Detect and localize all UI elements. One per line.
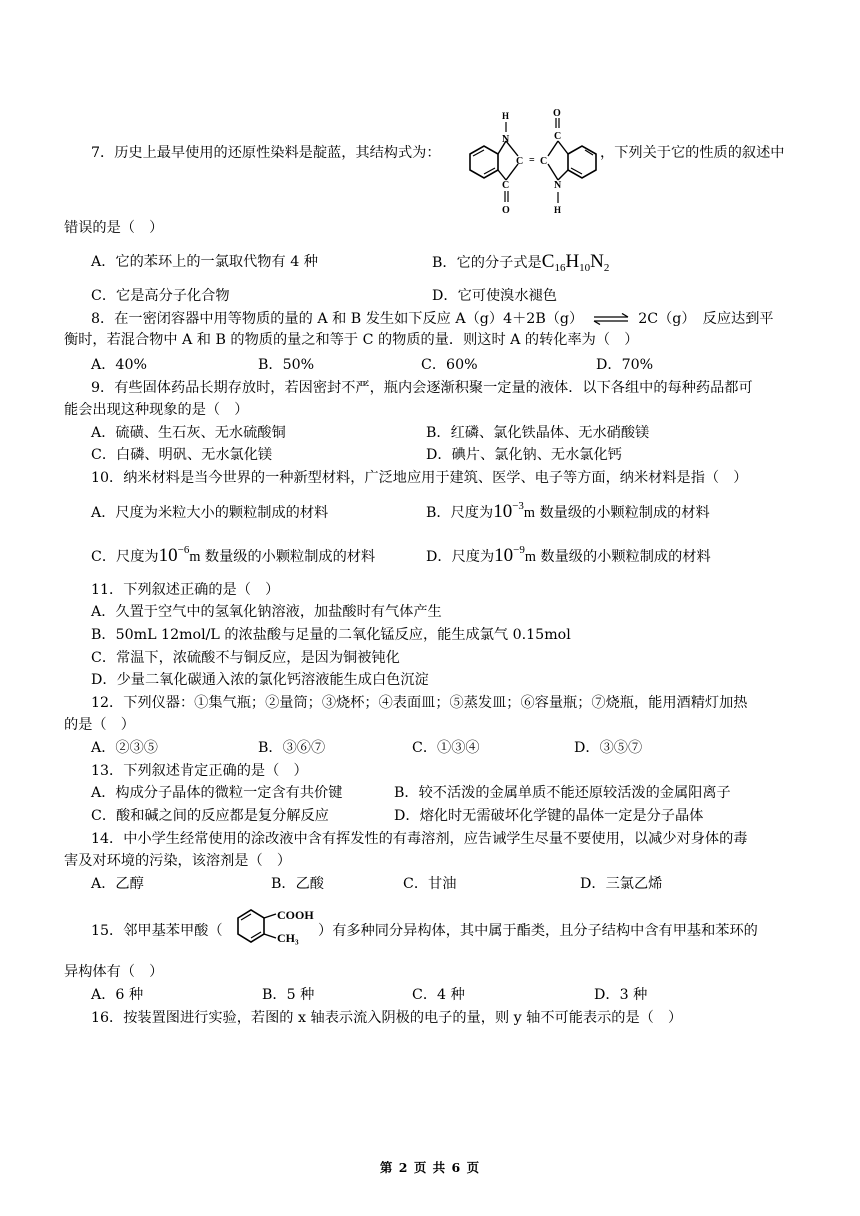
q15-option-c: C．4 种 <box>412 987 465 1003</box>
q11-option-c: C．常温下，浓硫酸不与铜反应，是因为铜被钝化 <box>91 650 400 666</box>
page-footer: 第 2 页 共 6 页 <box>379 1160 481 1175</box>
power-base: 10 <box>158 545 178 566</box>
q7-option-a: A．它的苯环上的一氯取代物有 4 种 <box>91 254 318 270</box>
q10-option-d-label: D．尺度为 <box>426 549 495 565</box>
q10-option-a: A．尺度为米粒大小的颗粒制成的材料 <box>91 505 329 521</box>
formula-n: N <box>590 251 604 272</box>
o-label: O <box>553 108 561 119</box>
q10-option-d <box>426 546 711 567</box>
ch3-label: CH₃ <box>277 931 299 945</box>
q8-line2: 衡时，若混合物中 A 和 B 的物质的量之和等于 C 的物质的量．则这时 A 的转化率为（ ） <box>64 332 639 348</box>
formula-n-count: 2 <box>603 262 610 274</box>
q12-option-b: B．③⑥⑦ <box>258 740 326 756</box>
o-methylbenzoic-acid-structure-diagram <box>232 902 322 952</box>
q11-stem: 11．下列叙述正确的是（ ） <box>91 582 280 598</box>
q10-line1: 10．纳米材料是当今世界的一种新型材料，广泛地应用于建筑、医学、电子等方面，纳米材料是指（ ） <box>91 470 748 486</box>
q12-option-d: D．③⑤⑦ <box>574 740 643 756</box>
q11-option-a: A．久置于空气中的氢氧化钠溶液，加盐酸时有气体产生 <box>91 604 442 620</box>
q16-stem: 16．按装置图进行实验，若图的 x 轴表示流入阴极的电子的量，则 y 轴不可能表示的是（ ） <box>91 1010 683 1026</box>
n-label: N <box>554 180 562 191</box>
q8-line1 <box>91 309 774 329</box>
q15-stem-part1: 15．邻甲基苯甲酸（ <box>91 923 223 939</box>
q14-option-a: A．乙醇 <box>91 876 144 892</box>
c-label: C <box>540 156 548 167</box>
q14-line2: 害及对环境的污染，该溶剂是（ ） <box>64 853 292 869</box>
q13-option-c: C．酸和碱之间的反应都是复分解反应 <box>91 808 329 824</box>
power-base: 10 <box>494 545 514 566</box>
formula-c: C <box>541 251 555 272</box>
q13-option-d: D．熔化时无需破坏化学键的晶体一定是分子晶体 <box>394 808 704 824</box>
cooh-label: COOH <box>277 908 314 922</box>
formula-h-count: 10 <box>579 262 591 274</box>
q12-line1: 12．下列仪器：①集气瓶；②量筒；③烧杯；④表面皿；⑤蒸发皿；⑥容量瓶；⑦烧瓶，能用酒精灯加热 <box>91 695 748 711</box>
q13-option-a: A．构成分子晶体的微粒一定含有共价键 <box>91 785 343 801</box>
q14-option-b: B．乙酸 <box>271 876 324 892</box>
q15-stem-part3: 异构体有（ ） <box>64 964 164 980</box>
q15-option-b: B．5 种 <box>262 987 315 1003</box>
q10-option-c <box>91 546 375 567</box>
q7-option-c: C．它是高分子化合物 <box>91 288 230 304</box>
q13-stem: 13．下列叙述肯定正确的是（ ） <box>91 763 308 779</box>
q14-option-d: D．三氯乙烯 <box>580 876 663 892</box>
q10-option-b <box>426 502 710 523</box>
q7-stem-part3: 错误的是（ ） <box>64 220 164 236</box>
q12-line2: 的是（ ） <box>64 717 135 733</box>
q10-option-c-label: C．尺度为 <box>91 549 159 565</box>
q9-option-c: C．白磷、明矾、无水氯化镁 <box>91 447 273 463</box>
power-base: 10 <box>493 501 513 522</box>
n-label: N <box>502 134 510 145</box>
q7-option-b <box>432 252 609 273</box>
q9-line2: 能会出现这种现象的是（ ） <box>64 402 249 418</box>
power-exponent: −6 <box>177 544 190 556</box>
formula-h: H <box>565 251 580 272</box>
unit: m <box>523 505 535 521</box>
q11-option-b: B．50mL 12mol/L 的浓盐酸与足量的二氧化锰反应，能生成氯气 0.15mol <box>91 627 571 643</box>
q8-option-c: C．60% <box>421 357 478 373</box>
q15-option-a: A．6 种 <box>91 987 144 1003</box>
q8-line1-part2: 2C（g） 反应达到平 <box>638 311 774 327</box>
q12-option-a: A．②③⑤ <box>91 740 158 756</box>
c-label: C <box>554 131 562 142</box>
q14-line1: 14．中小学生经常使用的涂改液中含有挥发性的有毒溶剂，应告诫学生尽量不要使用，以减少对身体的毒 <box>91 831 748 847</box>
unit: m <box>189 549 201 565</box>
q10-option-b-label: B．尺度为 <box>426 505 494 521</box>
formula-c-count: 16 <box>554 262 566 274</box>
q7-stem-part1: 7．历史上最早使用的还原性染料是靛蓝，其结构式为： <box>91 145 441 161</box>
q9-option-b: B．红磷、氯化铁晶体、无水硝酸镁 <box>426 425 650 441</box>
h-label: H <box>502 111 510 121</box>
q10-option-b-text: 数量级的小颗粒制成的材料 <box>534 505 710 521</box>
q9-line1: 9．有些固体药品长期存放时，若因密封不严，瓶内会逐渐积聚一定量的液体．以下各组中的每种药品都可 <box>91 380 753 396</box>
power-exponent: −3 <box>512 500 524 512</box>
indigo-structure-diagram <box>462 108 608 218</box>
q8-option-d: D．70% <box>596 357 654 373</box>
q10-option-d-text: 数量级的小颗粒制成的材料 <box>535 549 711 565</box>
q7-stem-part2: ，下列关于它的性质的叙述中 <box>600 145 785 161</box>
q15-stem-part2: ）有多种同分异构体，其中属于酯类，且分子结构中含有甲基和苯环的 <box>318 923 758 939</box>
h-label: H <box>554 205 562 215</box>
q11-option-d: D．少量二氧化碳通入浓的氯化钙溶液能生成白色沉淀 <box>91 672 429 688</box>
c-label: C <box>502 180 510 191</box>
power-exponent: −9 <box>513 544 525 556</box>
equilibrium-arrow-icon <box>592 313 630 325</box>
q8-line1-part1: 8．在一密闭容器中用等物质的量的 A 和 B 发生如下反应 A（g）4＋2B（g） <box>91 311 584 327</box>
q9-option-a: A．硫磺、生石灰、无水硫酸铜 <box>91 425 286 441</box>
q14-option-c: C．甘油 <box>403 876 457 892</box>
c-label: C <box>516 156 524 167</box>
o-label: O <box>502 205 510 216</box>
q8-option-b: B．50% <box>258 357 315 373</box>
q7-option-d: D．它可使溴水褪色 <box>432 288 557 304</box>
q7-option-b-label: B．它的分子式是 <box>432 255 542 271</box>
q12-option-c: C．①③④ <box>412 740 480 756</box>
q10-option-c-text: 数量级的小颗粒制成的材料 <box>200 549 376 565</box>
q9-option-d: D．碘片、氯化钠、无水氯化钙 <box>426 447 622 463</box>
q13-option-b: B．较不活泼的金属单质不能还原较活泼的金属阳离子 <box>394 785 731 801</box>
unit: m <box>524 549 536 565</box>
q8-option-a: A．40% <box>91 357 147 373</box>
q15-option-d: D．3 种 <box>594 987 648 1003</box>
double-bond-label: = <box>529 155 535 166</box>
